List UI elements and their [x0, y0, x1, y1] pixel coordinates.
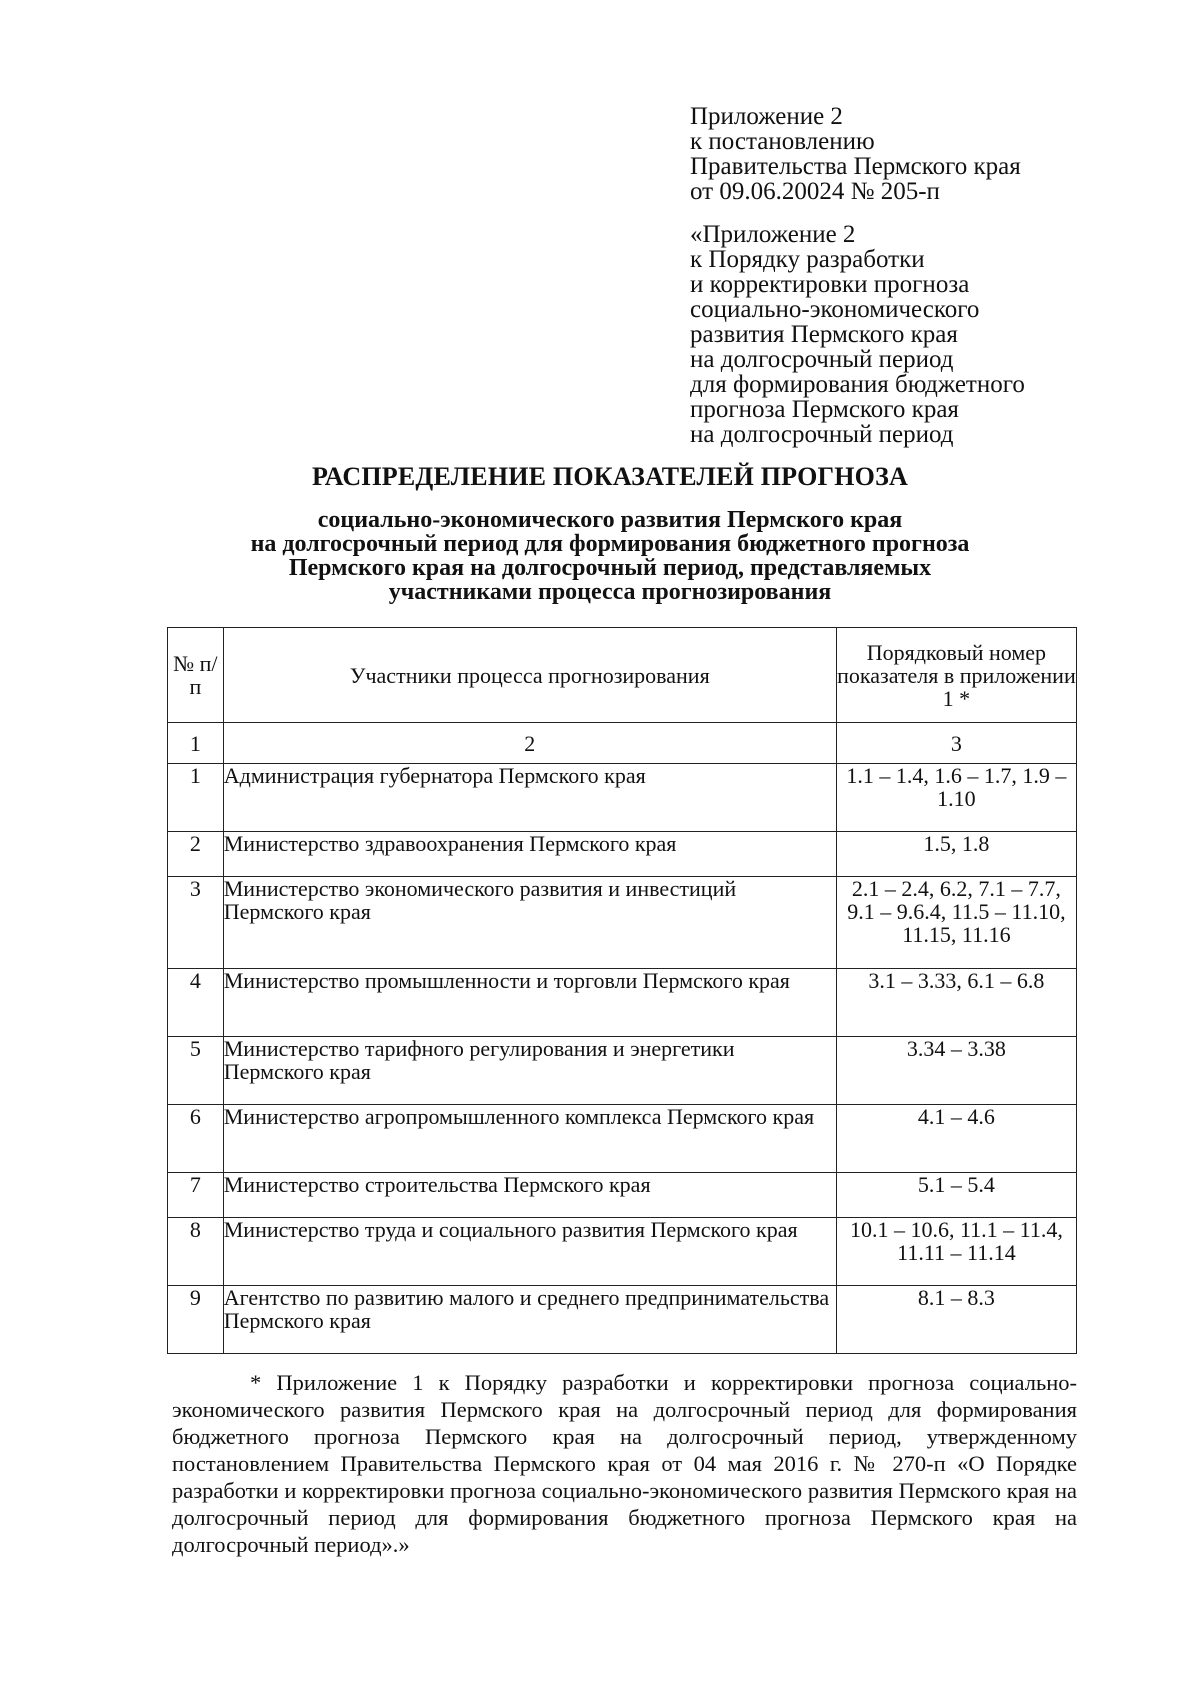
column-number: 1 [168, 723, 224, 764]
row-indicators: 1.1 – 1.4, 1.6 – 1.7, 1.9 – 1.10 [836, 764, 1076, 832]
title-subtitle-line: социально-экономического развития Пермского края [317, 507, 903, 533]
row-num: 1 [168, 764, 224, 832]
table-row [168, 764, 1077, 832]
row-indicators: 5.1 – 5.4 [836, 1173, 1076, 1218]
appendix-quote-line: на долгосрочный период [690, 421, 954, 448]
row-num: 6 [168, 1105, 224, 1173]
header-indicator: Порядковый номер показателя в приложении 1 * [836, 628, 1076, 723]
appendix-quote-line: «Приложение 2 [690, 221, 856, 248]
header-participants: Участники процесса прогнозирования [223, 628, 836, 723]
table-row [168, 1173, 1077, 1218]
footnote: * Приложение 1 к Порядку разработки и корректировки прогноза социально-экономического развития Пермского края на долгосрочный период для формирования бюджетного прогноза Пермского края на долгосрочный период, утвержденному постановлением Правительства Пермского края от 04 мая 2016 г. № 270-п «О Порядке разработки и корректировки прогноза социально-экономического развития Пермского края на долгосрочный период для формирования бюджетного прогноза Пермского края на долгосрочный период».» [172, 1370, 1077, 1557]
row-indicators: 8.1 – 8.3 [836, 1286, 1076, 1354]
row-indicators: 2.1 – 2.4, 6.2, 7.1 – 7.7, 9.1 – 9.6.4, 11.5 – 11.10, 11.15, 11.16 [836, 877, 1076, 969]
column-number-row [168, 723, 1077, 764]
column-number: 3 [836, 723, 1076, 764]
appendix-quote [690, 222, 1110, 447]
title-subtitle-line: участниками процесса прогнозирования [388, 579, 832, 605]
appendix-header-line: Правительства Пермского края [690, 153, 1021, 180]
row-num: 3 [168, 877, 224, 969]
distribution-table [167, 627, 1077, 1354]
header-num: № п/п [168, 628, 224, 723]
row-indicators: 1.5, 1.8 [836, 832, 1076, 877]
appendix-quote-line: развития Пермского края [690, 321, 958, 348]
row-num: 5 [168, 1037, 224, 1105]
appendix-header [690, 104, 1110, 204]
table-row [168, 877, 1077, 969]
column-number: 2 [223, 723, 836, 764]
row-participant: Министерство тарифного регулирования и энергетики Пермского края [223, 1037, 836, 1105]
table-row [168, 1286, 1077, 1354]
row-participant: Министерство здравоохранения Пермского края [223, 832, 836, 877]
table-row [168, 1037, 1077, 1105]
table-row [168, 969, 1077, 1037]
row-participant: Министерство промышленности и торговли Пермского края [223, 969, 836, 1037]
row-num: 4 [168, 969, 224, 1037]
appendix-quote-line: и корректировки прогноза [690, 271, 970, 298]
row-participant: Министерство строительства Пермского края [223, 1173, 836, 1218]
table-row [168, 832, 1077, 877]
table-row [168, 1218, 1077, 1286]
appendix-quote-line: для формирования бюджетного [690, 371, 1025, 398]
appendix-quote-line: социально-экономического [690, 296, 980, 323]
row-num: 7 [168, 1173, 224, 1218]
row-participant: Министерство экономического развития и инвестиций Пермского края [223, 877, 836, 969]
appendix-quote-line: прогноза Пермского края [690, 396, 959, 423]
title-subtitle-line: на долгосрочный период для формирования бюджетного прогноза [250, 531, 970, 557]
appendix-quote-line: на долгосрочный период [690, 346, 954, 373]
row-participant: Администрация губернатора Пермского края [223, 764, 836, 832]
appendix-header-line: к постановлению [690, 128, 875, 155]
row-participant: Министерство агропромышленного комплекса Пермского края [223, 1105, 836, 1173]
appendix-quote-line: к Порядку разработки [690, 246, 925, 273]
row-participant: Министерство труда и социального развития Пермского края [223, 1218, 836, 1286]
row-num: 2 [168, 832, 224, 877]
title-subtitle [150, 508, 1070, 604]
appendix-header-line: от 09.06.20024 № 205-п [690, 178, 940, 205]
row-indicators: 4.1 – 4.6 [836, 1105, 1076, 1173]
document-title [150, 462, 1070, 604]
row-indicators: 10.1 – 10.6, 11.1 – 11.4, 11.11 – 11.14 [836, 1218, 1076, 1286]
row-num: 8 [168, 1218, 224, 1286]
row-participant: Агентство по развитию малого и среднего предпринимательства Пермского края [223, 1286, 836, 1354]
title-main: РАСПРЕДЕЛЕНИЕ ПОКАЗАТЕЛЕЙ ПРОГНОЗА [311, 462, 909, 491]
row-indicators: 3.1 – 3.33, 6.1 – 6.8 [836, 969, 1076, 1037]
appendix-header-line: Приложение 2 [690, 103, 843, 130]
row-indicators: 3.34 – 3.38 [836, 1037, 1076, 1105]
row-num: 9 [168, 1286, 224, 1354]
table-row [168, 1105, 1077, 1173]
title-subtitle-line: Пермского края на долгосрочный период, представляемых [288, 555, 932, 581]
table-header-row [168, 628, 1077, 723]
